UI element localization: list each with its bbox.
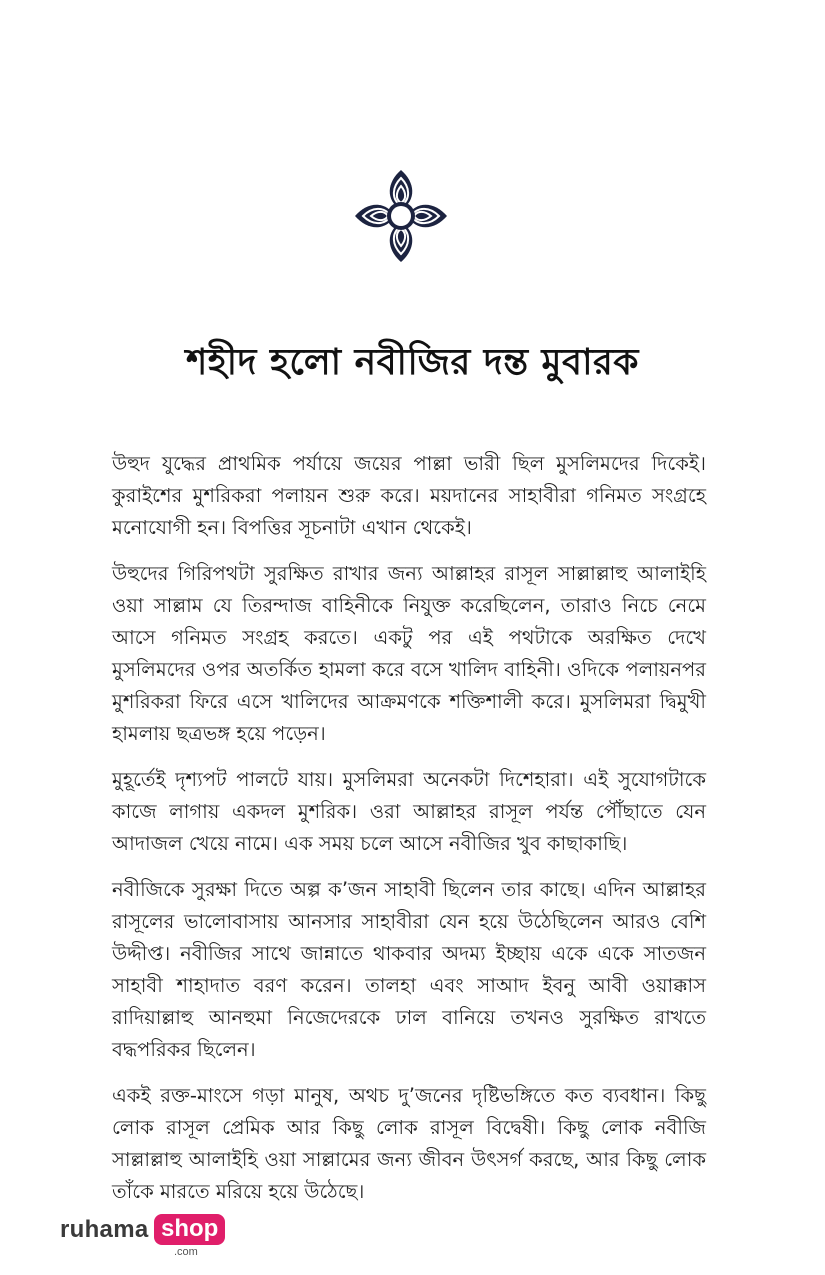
body-text (112, 448, 706, 1222)
paragraph: উহুদ যুদ্ধের প্রাথমিক পর্যায়ে জয়ের পাল্লা ভারী ছিল মুসলিমদের দিকেই। কুরাইশের মুশরিকরা পলায়ন শুরু করে। ময়দানের সাহাবীরা গনিমত সংগ্রহে মনোযোগী হন। বিপত্তির সূচনাটা এখান থেকেই। (112, 452, 706, 539)
logo-domain-text: .com (174, 1246, 198, 1258)
logo-brand-text: ruhama (60, 1216, 149, 1243)
paragraph: নবীজিকে সুরক্ষা দিতে অল্প ক’জন সাহাবী ছিলেন তার কাছে। এদিন আল্লাহর রাসূলের ভালোবাসায় আনসার সাহাবীরা যেন হয়ে উঠেছিলেন আরও বেশি উদ্দীপ্ত। নবীজির সাথে জান্নাতে থাকবার অদম্য ইচ্ছায় একে একে সাতজন সাহাবী শাহাদাত বরণ করেন। তালহা এবং সাআদ ইবনু আবী ওয়াক্কাস রাদিয়াল্লাহু আনহুমা নিজেদেরকে ঢাল বানিয়ে তখনও সুরক্ষিত রাখতে বদ্ধপরিকর ছিলেন। (112, 878, 706, 1061)
lotus-ornament-icon (355, 170, 447, 262)
chapter-title: শহীদ হলো নবীজির দন্ত মুবারক (185, 342, 639, 383)
logo-shop-badge: shop (154, 1214, 225, 1245)
paragraph: একই রক্ত-মাংসে গড়া মানুষ, অথচ দু’জনের দৃষ্টিভঙ্গিতে কত ব্যবধান। কিছু লোক রাসূল প্রেমিক আর কিছু লোক রাসূল বিদ্বেষী। কিছু লোক নবীজি সাল্লাল্লাহু আলাইহি ওয়া সাল্লামের জন্য জীবন উৎসর্গ করছে, আর কিছু লোক তাঁকে মারতে মরিয়ে হয়ে উঠেছে। (112, 1084, 706, 1203)
ruhamashop-watermark-logo (60, 1212, 240, 1262)
paragraph: উহুদের গিরিপথটা সুরক্ষিত রাখার জন্য আল্লাহর রাসূল সাল্লাল্লাহু আলাইহি ওয়া সাল্লাম যে তিরন্দাজ বাহিনীকে নিযুক্ত করেছিলেন, তারাও নিচে নেমে আসে গনিমত সংগ্রহ করতে। একটু পর এই পথটাকে অরক্ষিত দেখে মুসলিমদের ওপর অতর্কিত হামলা করে বসে খালিদ বাহিনী। ওদিকে পলায়নপর মুশরিকরা ফিরে এসে খালিদের আক্রমণকে শক্তিশালী করে। মুসলিমরা দ্বিমুখী হামলায় ছত্রভঙ্গ হয়ে পড়েন। (112, 562, 706, 745)
paragraph: মুহূর্তেই দৃশ্যপট পালটে যায়। মুসলিমরা অনেকটা দিশেহারা। এই সুযোগটাকে কাজে লাগায় একদল মুশরিক। ওরা আল্লাহর রাসূল পর্যন্ত পৌঁছাতে যেন আদাজল খেয়ে নামে। এক সময় চলে আসে নবীজির খুব কাছাকাছি। (112, 768, 706, 855)
